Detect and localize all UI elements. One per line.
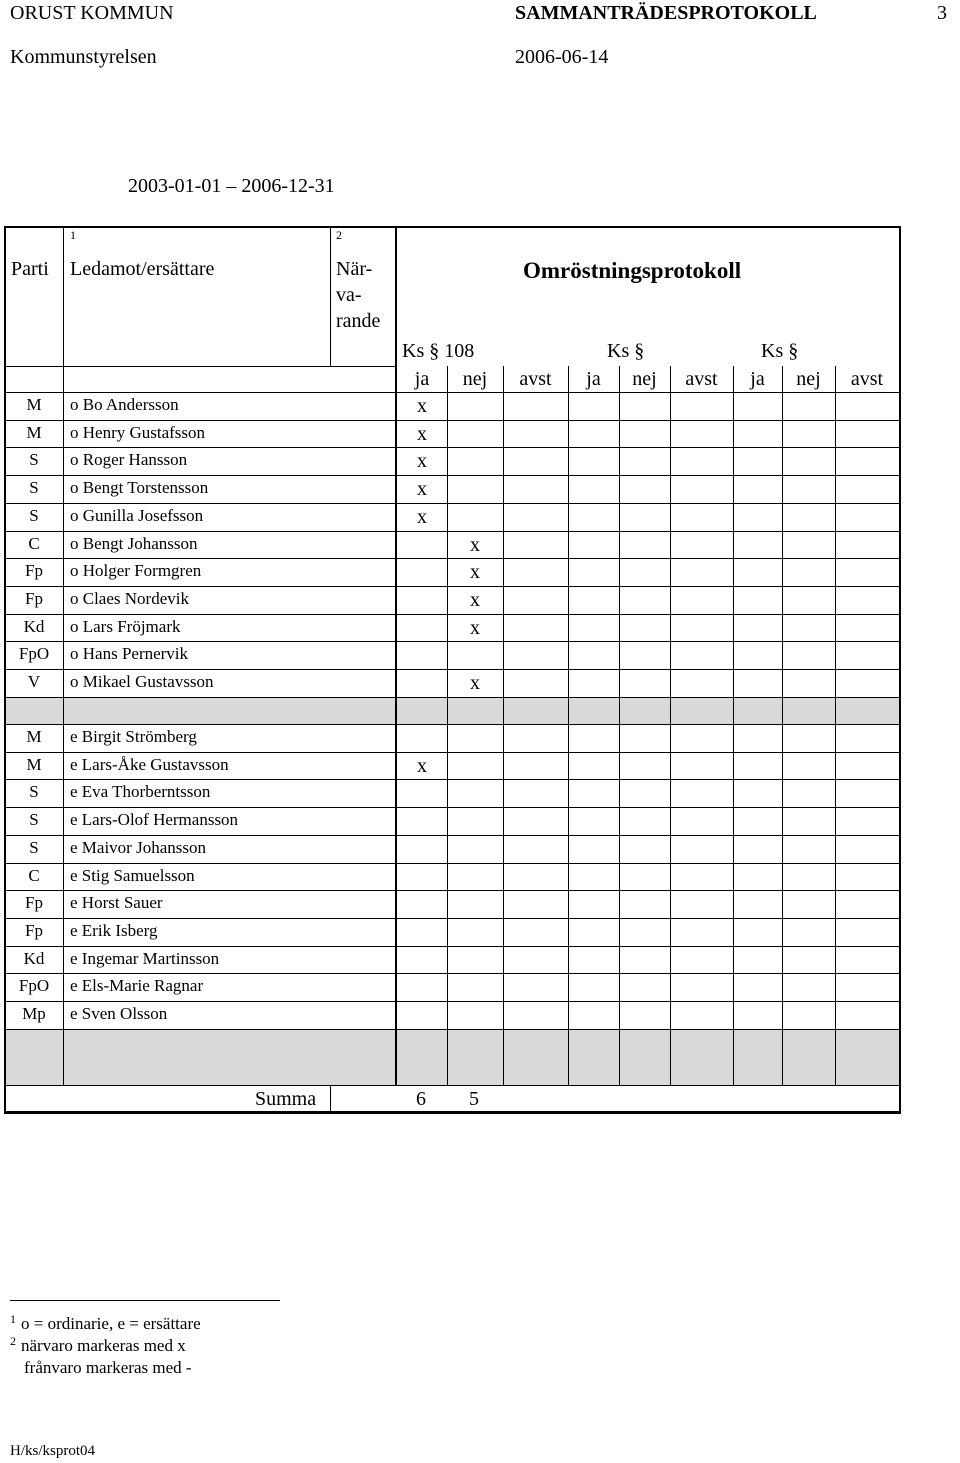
summa-label: Summa xyxy=(255,1088,317,1110)
vote-col-label: ja xyxy=(414,368,430,390)
vote-nej: x xyxy=(470,616,480,639)
col-header-narvarande-1: När- xyxy=(336,258,373,280)
party-cell: Kd xyxy=(23,616,45,636)
org-name: ORUST KOMMUN xyxy=(10,2,174,24)
member-name: o Claes Nordevik xyxy=(70,588,189,608)
party-cell: S xyxy=(29,505,39,525)
party-cell: Kd xyxy=(23,948,45,968)
vote-ja: x xyxy=(417,754,427,777)
party-cell: Fp xyxy=(25,561,43,581)
member-name: e Birgit Strömberg xyxy=(70,727,197,746)
party-cell: C xyxy=(28,533,40,553)
member-name: o Gunilla Josefsson xyxy=(70,505,204,525)
party-cell: V xyxy=(27,672,41,691)
member-name: e Lars-Åke Gustavsson xyxy=(70,754,229,774)
party-cell: FpO xyxy=(18,644,50,664)
separator-row-1 xyxy=(5,697,899,724)
member-name: e Els-Marie Ragnar xyxy=(70,976,204,996)
col-header-narvarande-3: rande xyxy=(336,310,381,332)
party-cell: S xyxy=(29,478,39,498)
member-name: o Mikael Gustavsson xyxy=(70,672,214,691)
footer-path: H/ks/ksprot04 xyxy=(10,1443,96,1459)
ks-group-3: Ks § xyxy=(761,340,799,362)
member-name: e Maivor Johansson xyxy=(70,837,206,857)
member-name: o Roger Hansson xyxy=(70,450,188,470)
vote-col-label: nej xyxy=(462,368,488,390)
fn2-num: 2 xyxy=(10,1334,16,1348)
period: 2003-01-01 – 2006-12-31 xyxy=(128,175,335,197)
member-name: o Hans Pernervik xyxy=(70,644,189,664)
col-header-narvarande-2: va- xyxy=(336,284,362,306)
vote-ja: x xyxy=(417,478,427,501)
member-name: e Sven Olsson xyxy=(70,1004,168,1023)
party-cell: Fp xyxy=(25,893,43,913)
meeting-date: 2006-06-14 xyxy=(515,46,609,68)
vote-ja: x xyxy=(417,450,427,473)
member-name: o Holger Formgren xyxy=(70,561,202,581)
party-cell: C xyxy=(28,865,40,885)
table-title: Omröstningsprotokoll xyxy=(523,258,742,283)
vote-nej: x xyxy=(470,672,480,694)
vote-col-label: avst xyxy=(685,368,718,390)
party-cell: Fp xyxy=(25,920,43,940)
summa-nej: 5 xyxy=(469,1088,479,1110)
fn2-text: närvaro markeras med x xyxy=(21,1336,186,1355)
vote-col-label: nej xyxy=(796,368,821,390)
party-cell: M xyxy=(26,727,42,746)
vote-ja: x xyxy=(417,395,427,417)
col-header-ledamot: Ledamot/ersättare xyxy=(70,258,215,280)
member-name: o Lars Fröjmark xyxy=(70,616,181,636)
summa-ja: 6 xyxy=(416,1088,426,1110)
vote-nej: x xyxy=(470,561,480,584)
footnote-ref-2: 2 xyxy=(336,228,342,242)
footnote-ref-1: 1 xyxy=(70,228,76,242)
member-name: e Lars-Olof Hermansson xyxy=(70,810,239,830)
vote-ja: x xyxy=(417,505,427,528)
party-cell: Fp xyxy=(25,588,43,608)
member-name: o Bengt Torstensson xyxy=(70,478,209,498)
party-cell: S xyxy=(29,837,39,857)
fn2-text2: frånvaro markeras med - xyxy=(24,1358,192,1377)
vote-col-label: ja xyxy=(750,368,765,390)
member-name: o Bo Andersson xyxy=(70,395,179,414)
vote-col-label: nej xyxy=(632,368,657,390)
fn1-num: 1 xyxy=(10,1312,16,1326)
party-cell: M xyxy=(26,395,42,414)
party-cell: Mp xyxy=(22,1004,46,1023)
vote-ja: x xyxy=(417,422,427,445)
vote-col-label: avst xyxy=(519,368,552,390)
vote-col-label: avst xyxy=(850,368,884,390)
party-cell: M xyxy=(26,754,42,774)
separator-row-2 xyxy=(5,1029,899,1085)
member-name: o Bengt Johansson xyxy=(70,533,198,553)
member-name: e Eva Thorberntsson xyxy=(70,782,211,802)
vote-nej: x xyxy=(470,533,480,556)
col-header-parti: Parti xyxy=(11,258,49,280)
member-name: e Ingemar Martinsson xyxy=(70,948,220,968)
ks-group-1: Ks § 108 xyxy=(402,340,475,362)
party-cell: S xyxy=(29,810,39,830)
ks-group-2: Ks § xyxy=(607,340,645,362)
vote-nej: x xyxy=(470,588,480,611)
party-cell: S xyxy=(29,782,39,802)
member-name: e Erik Isberg xyxy=(70,920,158,940)
member-name: e Horst Sauer xyxy=(70,893,163,913)
fn1-text: o = ordinarie, e = ersättare xyxy=(21,1314,201,1333)
member-name: o Henry Gustafsson xyxy=(70,422,206,442)
party-cell: S xyxy=(29,450,39,470)
page-number: 3 xyxy=(937,2,947,24)
vote-col-label: ja xyxy=(586,368,601,390)
committee-name: Kommunstyrelsen xyxy=(10,46,157,68)
party-cell: M xyxy=(26,422,42,442)
doc-type: SAMMANTRÄDESPROTOKOLL xyxy=(515,2,817,24)
member-name: e Stig Samuelsson xyxy=(70,865,195,885)
party-cell: FpO xyxy=(18,976,50,996)
